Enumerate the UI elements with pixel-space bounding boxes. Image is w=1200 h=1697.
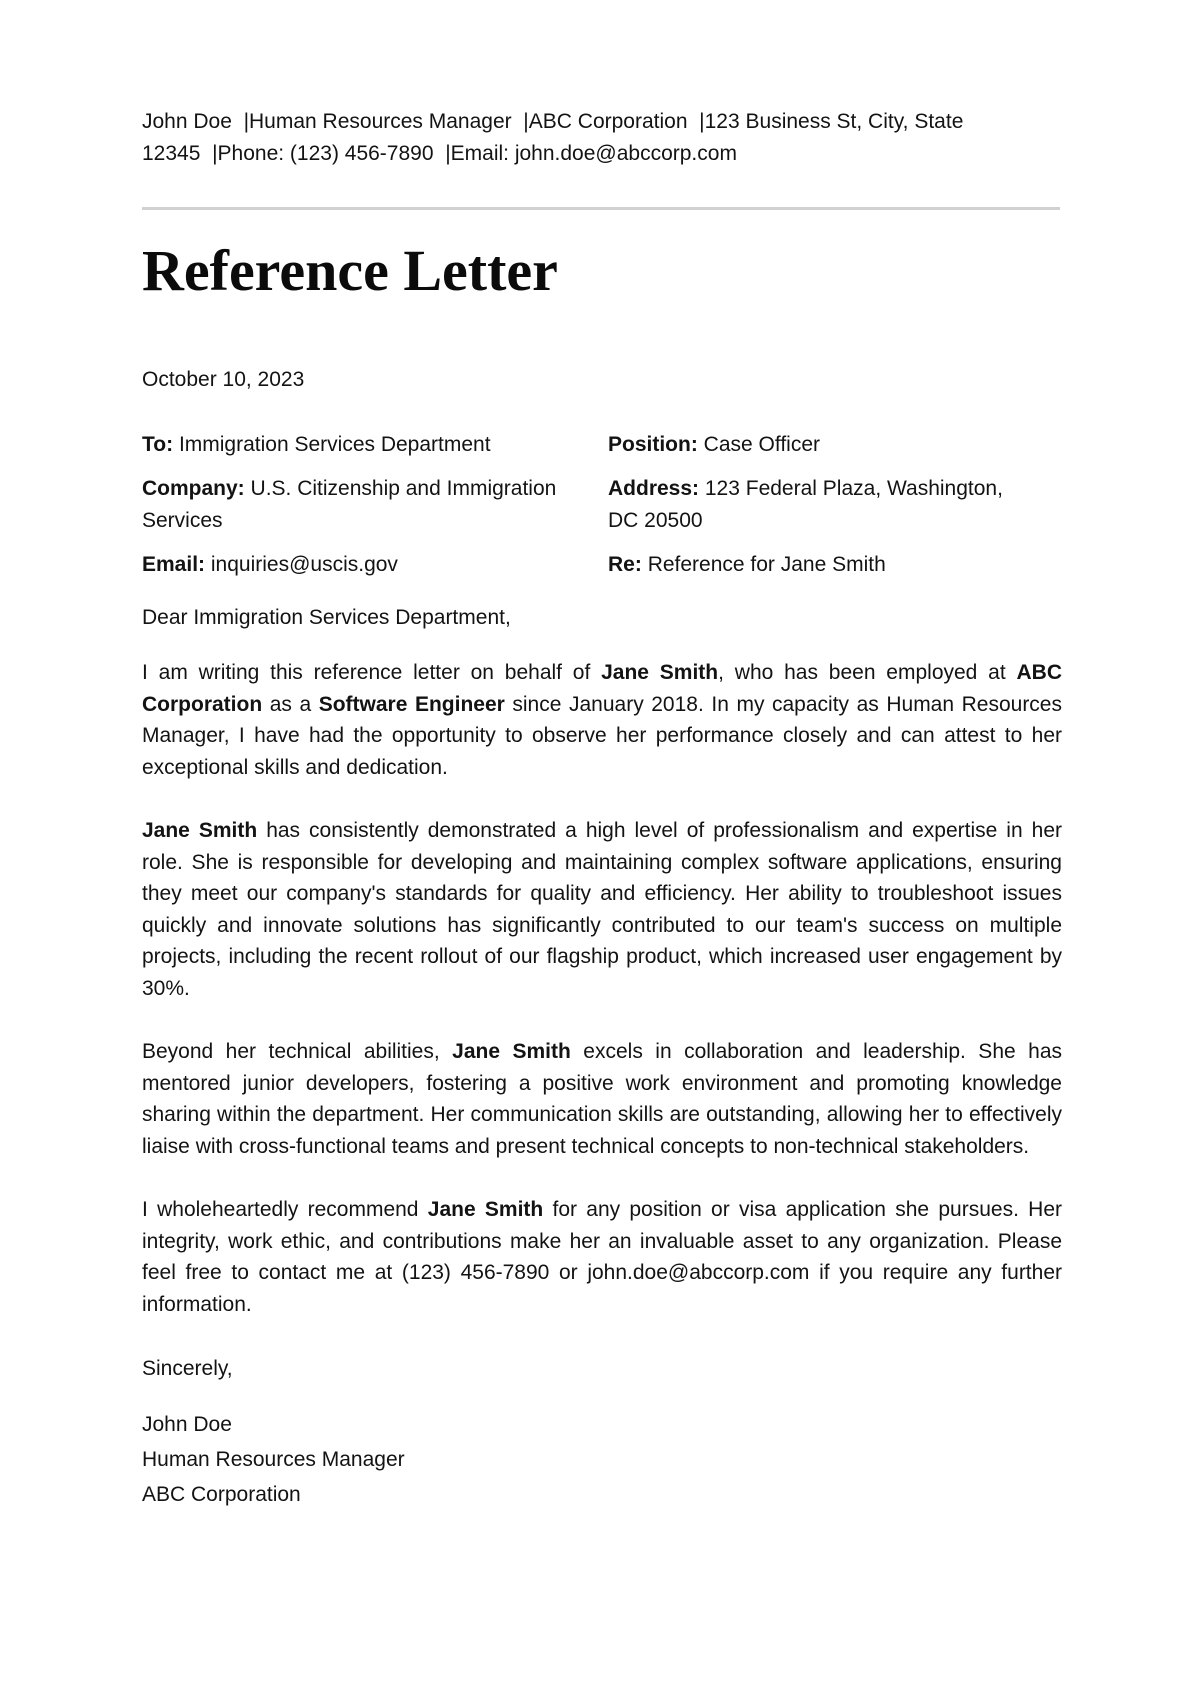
- paragraph-3: Beyond her technical abilities, Jane Smith excels in collaboration and leadership. She has mentored junior developers, fostering a positive work environment and promoting knowledge sharing within the department. Her communication skills are outstanding, allowing her to effectively liaise with cross-functional teams and present technical concepts to non-technical stakeholders.: [142, 1040, 1062, 1158]
- page-title: Reference Letter: [142, 238, 558, 303]
- field-address: [608, 473, 1060, 536]
- paragraph-2: Jane Smith has consistently demonstrated a high level of professionalism and expertise in her role. She is responsible for developing and maintaining complex software applications, ensuring they meet our company's standards for quality and efficiency. Her ability to troubleshoot issues quickly and innovate solutions has significantly contributed to our team's success on multiple projects, including the recent rollout of our flagship product, which increased user engagement by 30%.: [142, 819, 1062, 1000]
- recipient-info-grid: [142, 429, 1060, 581]
- field-to-label: To:: [142, 432, 174, 456]
- field-re-value: Reference for Jane Smith: [647, 553, 886, 576]
- field-email: [142, 549, 608, 581]
- field-to: [142, 429, 608, 461]
- field-email-label: Email:: [142, 553, 206, 576]
- field-position-value: Case Officer: [703, 432, 820, 456]
- contact-header: John Doe |Human Resources Manager |ABC Corporation |123 Business St, City, State 12345 |Phone: (123) 456-7890 |Email: john.doe@abccorp.com: [142, 110, 970, 165]
- salutation: Dear Immigration Services Department,: [142, 605, 511, 629]
- field-company-value: U.S. Citizenship and Immigration Services: [142, 477, 557, 532]
- field-position-label: Position:: [608, 432, 698, 456]
- signature-title: Human Resources Manager: [142, 1447, 405, 1471]
- paragraph-1: I am writing this reference letter on behalf of Jane Smith, who has been employed at ABC Corporation as a Software Engineer since January 2018. In my capacity as Human Resources Manager, I have had the opportunity to observe her performance closely and can attest to her exceptional skills and dedication.: [142, 661, 1062, 779]
- signature-company: ABC Corporation: [142, 1482, 301, 1506]
- field-position: [608, 429, 1060, 461]
- signature-block: [142, 1407, 1060, 1512]
- field-address-label: Address:: [608, 477, 700, 500]
- signature-name: John Doe: [142, 1412, 232, 1436]
- letter-date: October 10, 2023: [142, 368, 305, 391]
- field-re-label: Re:: [608, 553, 642, 576]
- field-company: [142, 473, 608, 536]
- paragraph-4: I wholeheartedly recommend Jane Smith for any position or visa application she pursues. Her integrity, work ethic, and contributions make her an invaluable asset to any organization. Please feel free to contact me at (123) 456-7890 or john.doe@abccorp.com if you require any further information.: [142, 1198, 1062, 1316]
- header-divider: [142, 207, 1060, 210]
- field-email-value: inquiries@uscis.gov: [210, 553, 398, 576]
- field-to-value: Immigration Services Department: [178, 432, 491, 456]
- field-re: [608, 549, 1060, 581]
- field-address-value: 123 Federal Plaza, Washington, DC 20500: [608, 477, 1003, 532]
- letter-body: [142, 602, 1060, 1512]
- field-company-label: Company:: [142, 477, 245, 500]
- closing: Sincerely,: [142, 1357, 233, 1380]
